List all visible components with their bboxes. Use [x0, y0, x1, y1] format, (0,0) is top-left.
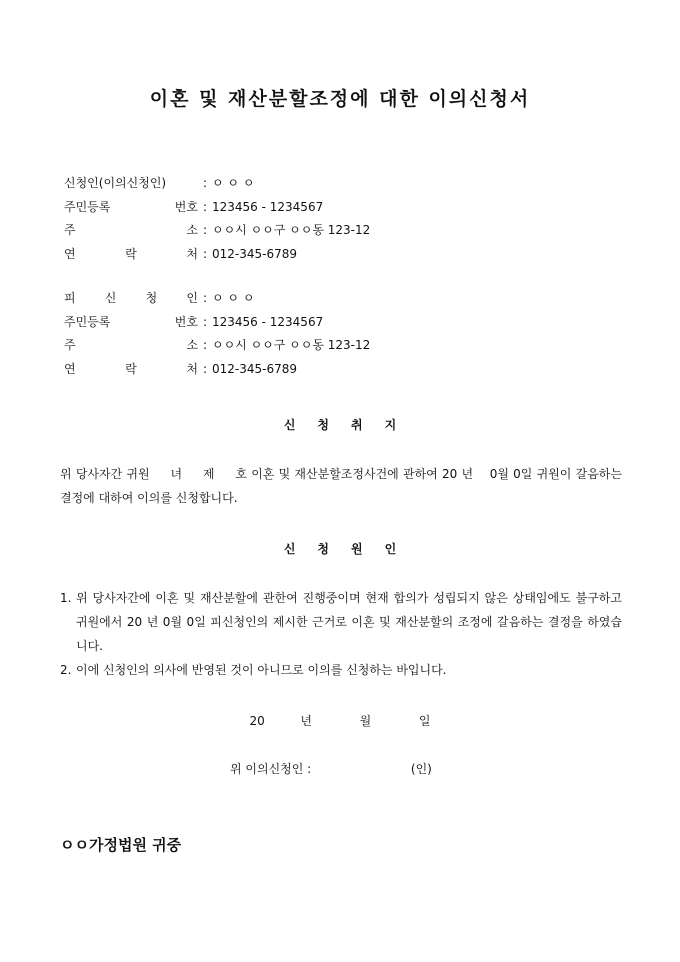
separator: :: [202, 361, 208, 376]
applicant-address-value: ㅇㅇ시 ㅇㅇ구 ㅇㅇ동 123-12: [212, 223, 371, 237]
respondent-block: [64, 287, 370, 381]
date-year: 20: [249, 714, 265, 728]
respondent-contact-label: 연 락 처: [64, 361, 198, 376]
seal-mark: (인): [410, 762, 432, 776]
reason-list: [60, 586, 622, 682]
signature-line: [230, 760, 432, 777]
court-addressee: ㅇㅇ가정법원 귀중: [60, 836, 182, 854]
applicant-contact-label: 연 락 처: [64, 246, 198, 261]
applicant-address-label: 주 소: [64, 223, 198, 237]
reason-item: [60, 586, 622, 658]
reason-text: 이에 신청인의 의사에 반영된 것이 아니므로 이의를 신청하는 바입니다.: [76, 663, 447, 677]
applicant-name-row: [64, 172, 370, 196]
respondent-address-row: [64, 334, 370, 358]
reason-number: 1.: [60, 591, 72, 605]
respondent-id-row: [64, 311, 370, 335]
separator: :: [202, 291, 208, 305]
respondent-name-label: 피 신 청 인: [64, 291, 198, 305]
respondent-contact-row: [64, 358, 370, 382]
date-month-unit: 월: [359, 714, 372, 728]
applicant-name-label: 신청인(이의신청인): [64, 176, 167, 190]
respondent-id-value: 123456 - 1234567: [212, 314, 324, 329]
signature-label: 위 이의신청인 :: [230, 762, 312, 776]
applicant-id-value: 123456 - 1234567: [212, 199, 324, 214]
date-year-unit: 년: [300, 714, 313, 728]
document-title: 이혼 및 재산분할조정에 대한 이의신청서: [149, 88, 531, 110]
separator: :: [202, 223, 208, 237]
reason-text: 위 당사자간에 이혼 및 재산분할에 관한여 진행중이며 현재 합의가 성립되지 않은 상태임에도 불구하고 귀원에서 20 년 0월 0일 피신청인의 제시한 근거로 이혼 및 재산분할의 조정에 갈음하는 결정을 하였습니다.: [76, 591, 622, 653]
date-day-unit: 일: [418, 714, 431, 728]
applicant-contact-row: [64, 243, 370, 267]
applicant-contact-value: 012-345-6789: [212, 246, 298, 261]
reason-number: 2.: [60, 663, 72, 677]
applicant-id-row: [64, 196, 370, 220]
respondent-address-label: 주 소: [64, 338, 198, 352]
reason-heading: 신청원인: [283, 542, 419, 556]
respondent-name-value: ㅇ ㅇ ㅇ: [212, 291, 255, 305]
separator: :: [202, 338, 208, 352]
applicant-address-row: [64, 219, 370, 243]
applicant-id-label: 주민등록 번호: [64, 199, 198, 214]
separator: :: [202, 176, 208, 190]
date-line: [0, 712, 680, 729]
purpose-heading: 신청취지: [283, 418, 419, 432]
respondent-contact-value: 012-345-6789: [212, 361, 298, 376]
purpose-text: 위 당사자간 귀원 녀 제 호 이혼 및 재산분할조정사건에 관하여 20 년 0월 0일 귀원이 갈음하는 결정에 대하여 이의를 신청합니다.: [60, 467, 622, 505]
applicant-name-value: ㅇ ㅇ ㅇ: [212, 176, 255, 190]
separator: :: [202, 246, 208, 261]
separator: :: [202, 199, 208, 214]
respondent-address-value: ㅇㅇ시 ㅇㅇ구 ㅇㅇ동 123-12: [212, 338, 371, 352]
respondent-name-row: [64, 287, 370, 311]
respondent-id-label: 주민등록 번호: [64, 314, 198, 329]
separator: :: [202, 314, 208, 329]
reason-item: [60, 658, 622, 682]
applicant-block: [64, 172, 370, 266]
